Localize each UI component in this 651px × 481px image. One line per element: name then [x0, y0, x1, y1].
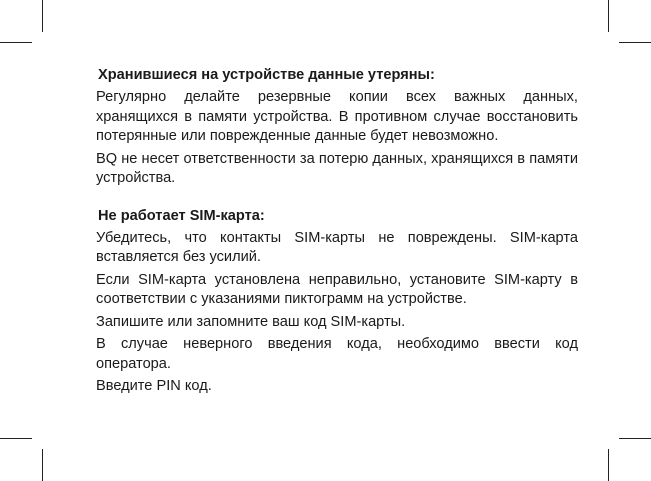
- page-content: [96, 66, 578, 400]
- crop-mark-bottom-right-vertical: [608, 449, 609, 481]
- section-data-loss: [96, 66, 578, 189]
- section-sim-not-working: [96, 207, 578, 397]
- paragraph-backup-advice: Регулярно делайте резервные копии всех важных данных, хранящихся в памяти устройства. В противном случае восстановить потерянные или поврежденные данные будет невозможно.: [96, 89, 578, 144]
- crop-mark-bottom-left-horizontal: [0, 438, 32, 439]
- paragraph-sim-install: Если SIM-карта установлена неправильно, установите SIM-карту в соответствии с указаниями пиктограмм на устройстве.: [96, 271, 578, 307]
- section-heading-sim: Не работает SIM-карта:: [98, 207, 265, 224]
- paragraph-liability: BQ не несет ответственности за потерю данных, хранящихся в памяти устройства.: [96, 150, 578, 186]
- paragraph-sim-contacts: Убедитесь, что контакты SIM-карты не повреждены. SIM-карта вставляется без усилий.: [96, 229, 578, 265]
- paragraph-operator-code: В случае неверного введения кода, необходимо ввести код оператора.: [96, 336, 578, 372]
- crop-mark-bottom-right-horizontal: [619, 438, 651, 439]
- crop-mark-top-left-horizontal: [0, 42, 32, 43]
- paragraph-sim-code: Запишите или запомните ваш код SIM-карты.: [96, 313, 406, 330]
- section-heading-data-loss: Хранившиеся на устройстве данные утеряны:: [98, 67, 435, 83]
- crop-mark-top-right-horizontal: [619, 42, 651, 43]
- crop-mark-bottom-left-vertical: [42, 449, 43, 481]
- paragraph-enter-pin: Введите PIN код.: [96, 378, 212, 394]
- crop-mark-top-left-vertical: [42, 0, 43, 32]
- crop-mark-top-right-vertical: [608, 0, 609, 32]
